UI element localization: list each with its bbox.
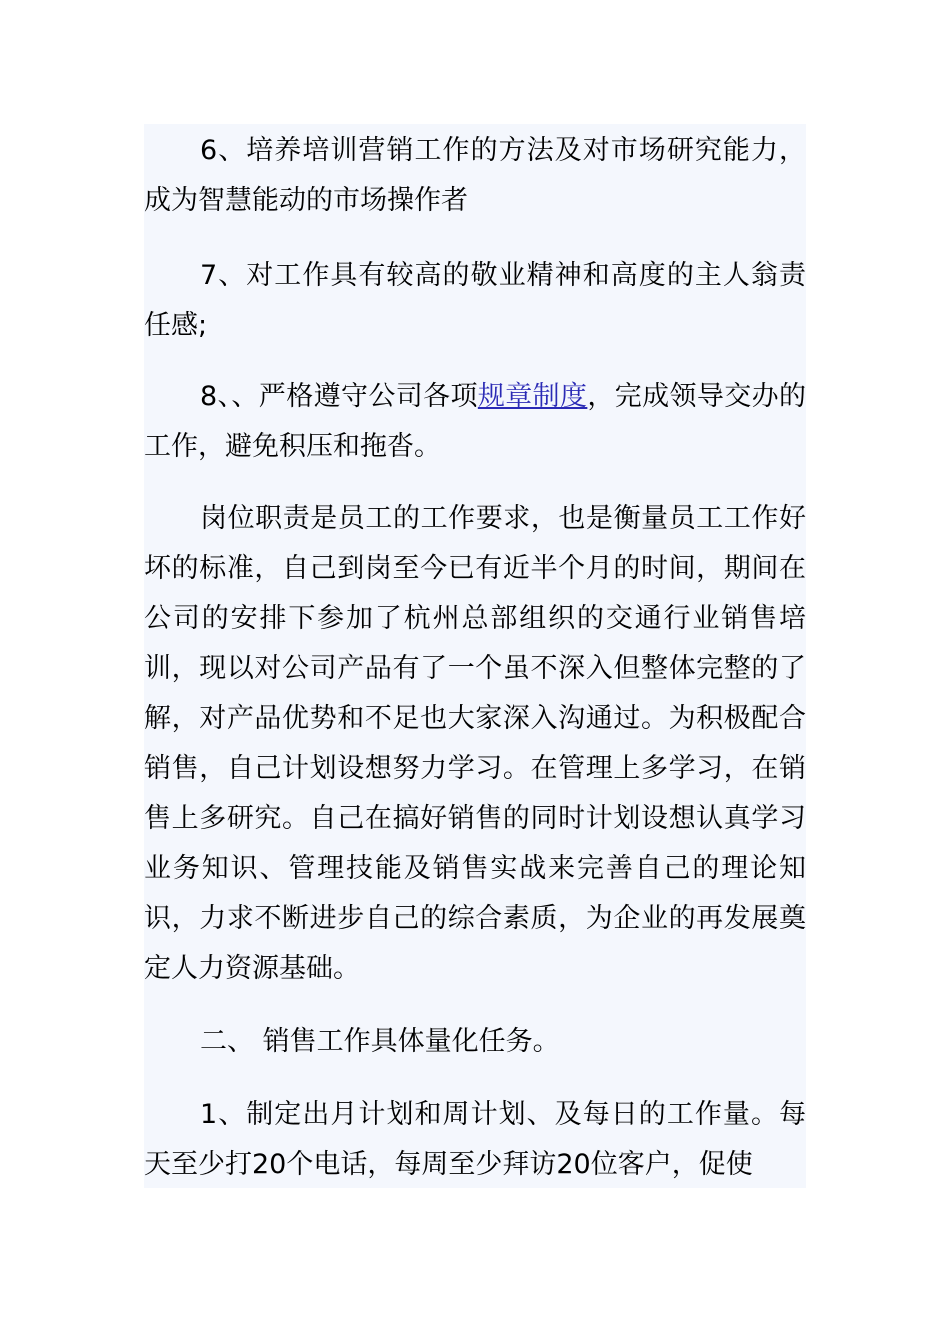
paragraph-item-8 xyxy=(144,372,806,472)
paragraph-item-8-text-before: 8、、严格遵守公司各项 xyxy=(200,381,478,412)
rules-link[interactable]: 规章制度 xyxy=(477,381,588,412)
document-page-body xyxy=(144,124,806,1188)
paragraph-item-6: 6、培养培训营销工作的方法及对市场研究能力，成为智慧能动的市场操作者 xyxy=(144,135,806,216)
paragraph-item-8-text-after: ，完成领导交办的工作，避免积压和拖沓。 xyxy=(144,381,807,462)
paragraph-job-responsibilities: 岗位职责是员工的工作要求，也是衡量员工工作好坏的标准，自己到岗至今已有近半个月的时间，期间在公司的安排下参加了杭州总部组织的交通行业销售培训，现以对公司产品有了一个虽不深入但整体完整的了解，对产品优势和不足也大家深入沟通过。为积极配合销售，自己计划设想努力学习。在管理上多学习，在销售上多研究。自己在搞好销售的同时计划设想认真学习业务知识、管理技能及销售实战来完善自己的理论知识，力求不断进步自己的综合素质，为企业的再发展奠定人力资源基础。 xyxy=(144,503,806,984)
paragraph-item-7: 7、对工作具有较高的敬业精神和高度的主人翁责任感; xyxy=(144,260,806,341)
paragraph-task-1: 1、制定出月计划和周计划、及每日的工作量。每天至少打20个电话，每周至少拜访20位客户，促使 xyxy=(144,1099,806,1180)
section-heading-sales-tasks: 二、 销售工作具体量化任务。 xyxy=(200,1026,560,1057)
